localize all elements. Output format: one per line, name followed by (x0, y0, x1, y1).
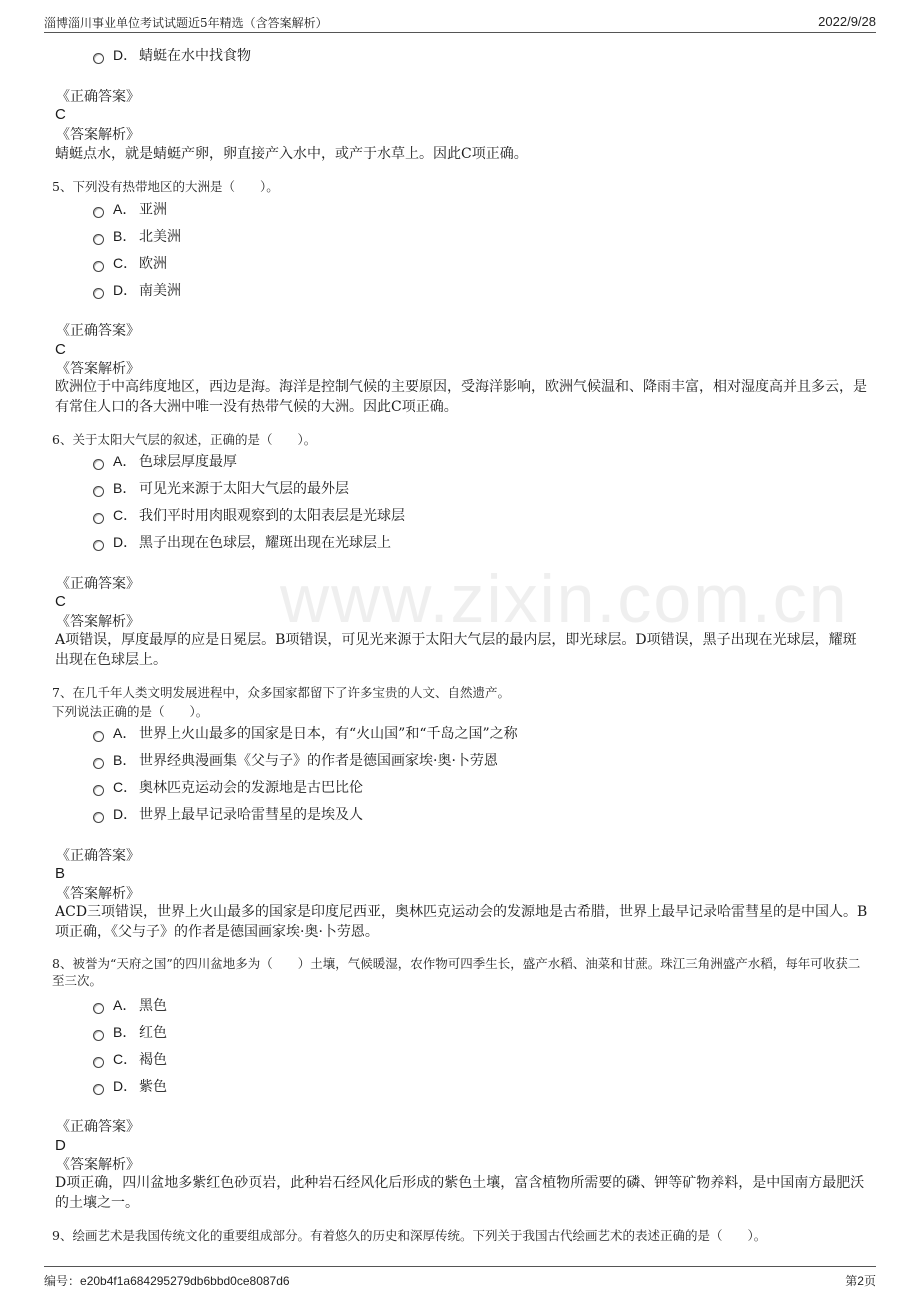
radio-icon (93, 1084, 104, 1095)
question-stem-7-line2: 下列说法正确的是（ ）。 (52, 704, 209, 719)
answer-label: 《正确答案》 (56, 89, 140, 105)
explanation-text: A项错误，厚度最厚的应是日冕层。B项错误，可见光来源于太阳大气层的最内层，即光球层。D项错误，黑子出现在光球层，耀斑出现在色球层上。 (55, 632, 857, 668)
radio-icon (93, 758, 104, 769)
option-q8-a[interactable]: A． 黑色 (93, 995, 167, 1015)
explanation-label: 《答案解析》 (56, 127, 140, 143)
answer-value: B (55, 865, 66, 882)
answer-label: 《正确答案》 (56, 1119, 140, 1135)
option-q5-c[interactable]: C． 欧洲 (93, 253, 167, 273)
explanation-label: 《答案解析》 (56, 1157, 140, 1173)
answer-label: 《正确答案》 (56, 323, 140, 339)
radio-icon (93, 53, 104, 64)
radio-icon (93, 513, 104, 524)
page-number: 第2页 (845, 1274, 876, 1288)
document-title: 淄博淄川事业单位考试试题近5年精选（含答案解析） (44, 16, 328, 30)
option-q6-d[interactable]: D． 黑子出现在色球层，耀斑出现在光球层上 (93, 532, 391, 552)
question-stem-9: 9、绘画艺术是我国传统文化的重要组成部分。有着悠久的历史和深厚传统。下列关于我国古代绘画艺术的表述正确的是（ ）。 (52, 1228, 767, 1243)
option-q5-d[interactable]: D． 南美洲 (93, 280, 181, 300)
radio-icon (93, 812, 104, 823)
option-q6-b[interactable]: B． 可见光来源于太阳大气层的最外层 (93, 478, 349, 498)
option-q5-b[interactable]: B． 北美洲 (93, 226, 181, 246)
explanation-text: ACD三项错误，世界上火山最多的国家是印度尼西亚，奥林匹克运动会的发源地是古希腊，世界上最早记录哈雷彗星的是中国人。B项正确，《父与子》的作者是德国画家埃·奥·卜劳恩。 (55, 904, 868, 940)
document-date: 2022/9/28 (818, 14, 876, 29)
question-stem-5: 5、下列没有热带地区的大洲是（ ）。 (52, 179, 279, 194)
option-q7-c[interactable]: C． 奥林匹克运动会的发源地是古巴比伦 (93, 777, 363, 797)
option-q7-b[interactable]: B． 世界经典漫画集《父与子》的作者是德国画家埃·奥·卜劳恩 (93, 750, 498, 770)
radio-icon (93, 459, 104, 470)
radio-icon (93, 261, 104, 272)
option-q6-c[interactable]: C． 我们平时用肉眼观察到的太阳表层是光球层 (93, 505, 405, 525)
radio-icon (93, 207, 104, 218)
answer-value: C (55, 593, 66, 610)
radio-icon (93, 1030, 104, 1041)
radio-icon (93, 288, 104, 299)
option-q8-c[interactable]: C． 褐色 (93, 1049, 167, 1069)
option-q6-a[interactable]: A． 色球层厚度最厚 (93, 451, 237, 471)
explanation-text: D项正确，四川盆地多紫红色砂页岩，此种岩石经风化后形成的紫色土壤，富含植物所需要的磷、钾等矿物养料，是中国南方最肥沃的土壤之一。 (55, 1175, 865, 1211)
page-header (44, 10, 876, 33)
explanation-label: 《答案解析》 (56, 886, 140, 902)
page-footer (44, 1266, 876, 1291)
radio-icon (93, 540, 104, 551)
option-q8-b[interactable]: B． 红色 (93, 1022, 167, 1042)
question-stem-7: 7、在几千年人类文明发展进程中，众多国家都留下了许多宝贵的人文、自然遗产。 (52, 685, 510, 700)
option-q7-d[interactable]: D． 世界上最早记录哈雷彗星的是埃及人 (93, 804, 363, 824)
radio-icon (93, 1057, 104, 1068)
question-stem-8: 8、被誉为“天府之国”的四川盆地多为（ ）土壤，气候暖湿，农作物可四季生长，盛产水稻、油菜和甘蔗。珠江三角洲盛产水稻，每年可收获二至三次。 (52, 956, 861, 988)
radio-icon (93, 234, 104, 245)
option-q7-a[interactable]: A． 世界上火山最多的国家是日本，有“火山国”和“千岛之国”之称 (93, 723, 518, 743)
explanation-label: 《答案解析》 (56, 614, 140, 630)
option-q4-d[interactable]: D． 蜻蜓在水中找食物 (93, 45, 251, 65)
watermark: www.zixin.com.cn (280, 561, 849, 637)
radio-icon (93, 486, 104, 497)
answer-label: 《正确答案》 (56, 848, 140, 864)
question-stem-6: 6、关于太阳大气层的叙述，正确的是（ ）。 (52, 432, 317, 447)
explanation-label: 《答案解析》 (56, 361, 140, 377)
option-q5-a[interactable]: A． 亚洲 (93, 199, 167, 219)
answer-value: C (55, 341, 66, 358)
radio-icon (93, 731, 104, 742)
explanation-text: 欧洲位于中高纬度地区，西边是海。海洋是控制气候的主要原因，受海洋影响，欧洲气候温和、降雨丰富，相对湿度高并且多云，是有常住人口的各大洲中唯一没有热带气候的大洲。因此C项正确。 (55, 379, 867, 415)
explanation-text: 蜻蜓点水，就是蜻蜓产卵，卵直接产入水中，或产于水草上。因此C项正确。 (55, 146, 528, 162)
radio-icon (93, 1003, 104, 1014)
radio-icon (93, 785, 104, 796)
answer-value: D (55, 1137, 66, 1154)
option-q8-d[interactable]: D． 紫色 (93, 1076, 167, 1096)
document-code: 编号：e20b4f1a684295279db6bbd0ce8087d6 (44, 1274, 290, 1288)
answer-value: C (55, 106, 66, 123)
answer-label: 《正确答案》 (56, 576, 140, 592)
